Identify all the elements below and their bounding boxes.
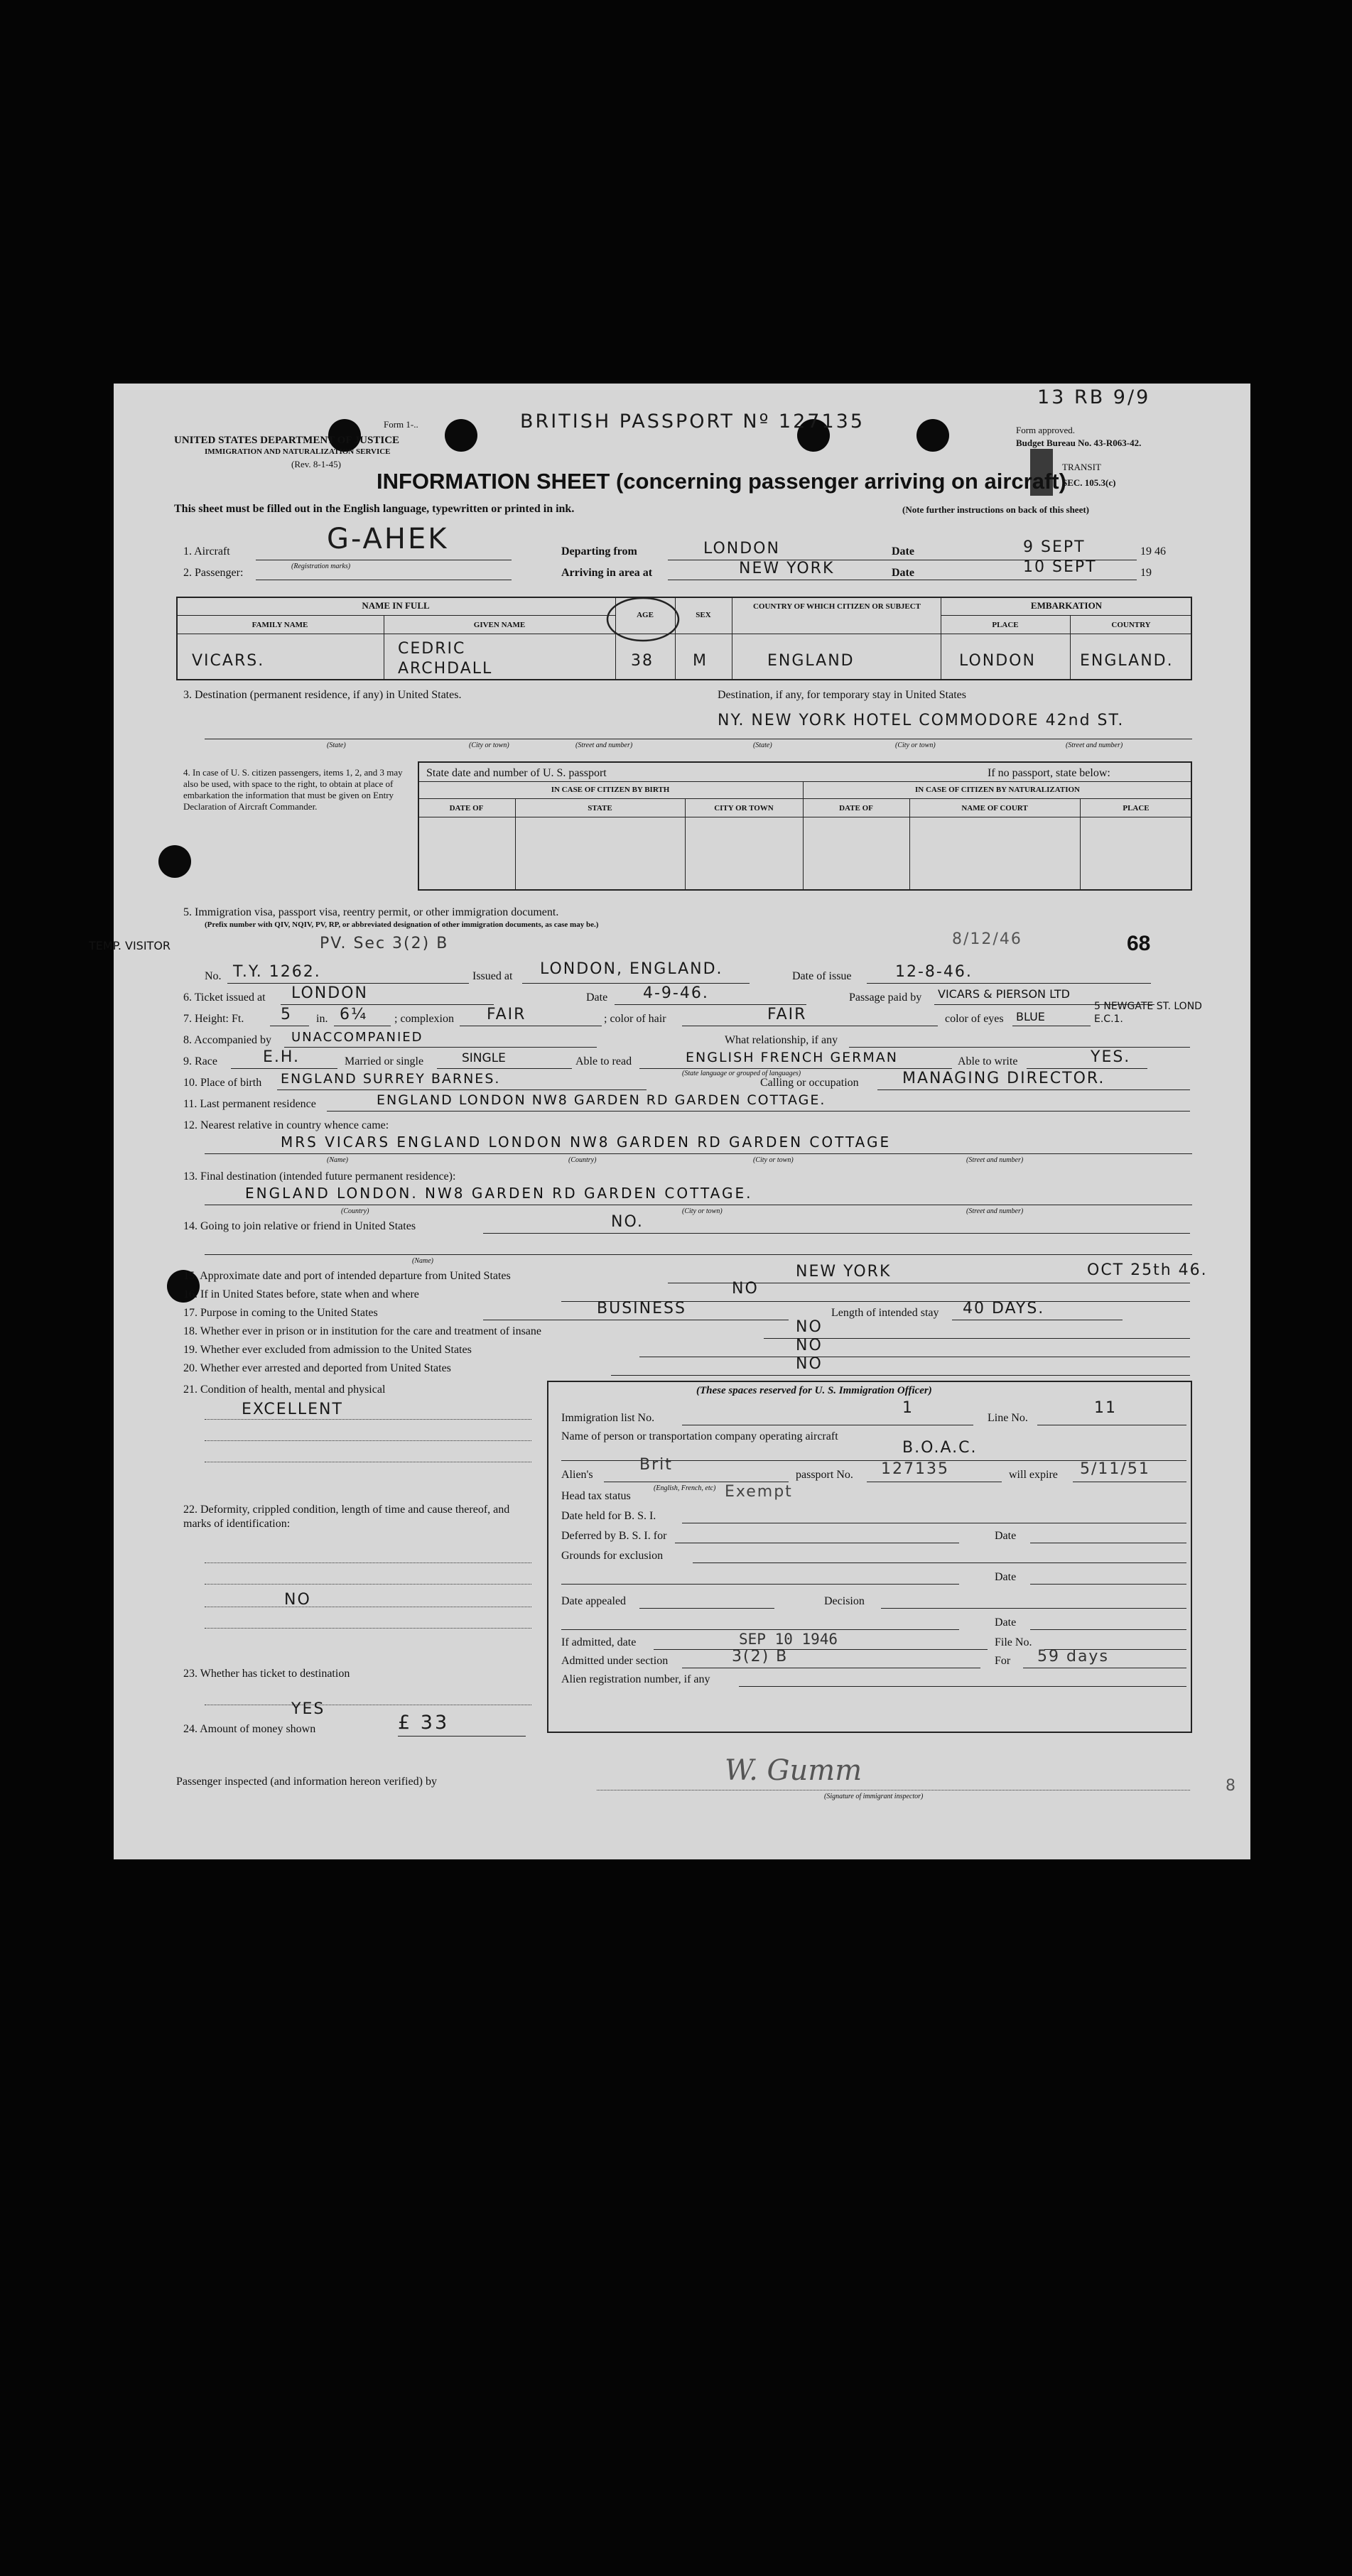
caption-state-2: (State) [753, 741, 772, 749]
money-shown-value: £ 33 [398, 1712, 450, 1734]
company-value: B.O.A.C. [902, 1439, 978, 1457]
item23-label: 23. Whether has ticket to destination [183, 1668, 350, 1680]
ticket-issued-value: LONDON [291, 984, 368, 1002]
caption-city-3: (City or town) [753, 1156, 794, 1164]
caption-country-2: (Country) [341, 1207, 369, 1215]
arriving-value: NEW YORK [739, 560, 835, 577]
item20-label: 20. Whether ever arrested and deported from United States [183, 1362, 451, 1374]
punch-hole [445, 419, 477, 452]
country-citizen-heading: COUNTRY OF WHICH CITIZEN OR SUBJECT [752, 602, 921, 611]
deported-value: NO [796, 1355, 823, 1373]
married-single-value: SINGLE [462, 1051, 506, 1065]
previous-visit-value: NO [732, 1280, 759, 1298]
place-of-birth-value: ENGLAND SURREY BARNES. [281, 1071, 501, 1087]
accompanied-by-value: UNACCOMPANIED [291, 1030, 423, 1045]
excluded-value: NO [796, 1337, 823, 1354]
exclusion-date-label: Date [995, 1571, 1017, 1583]
visa-date-note: 8/12/46 [952, 930, 1022, 948]
item17-label: 17. Purpose in coming to the United States [183, 1307, 378, 1319]
item9-label: 9. Race [183, 1055, 217, 1067]
caption-street: (Street and number) [575, 741, 633, 749]
item3-temporary-label: Destination, if any, for temporary stay in United States [718, 689, 966, 701]
birth-date-heading: DATE OF [449, 804, 484, 813]
citizenship-value: ENGLAND [767, 652, 855, 670]
health-value: EXCELLENT [242, 1401, 343, 1418]
caption-city: (City or town) [469, 741, 509, 749]
payer-address: 5 NEWGATE ST. LOND E.C.1. [1094, 1001, 1202, 1025]
inspected-by-label: Passenger inspected (and information hereon verified) by [176, 1776, 437, 1788]
aircraft-label: 1. Aircraft [183, 545, 230, 558]
embarkation-heading: EMBARKATION [1030, 600, 1103, 611]
age-value: 38 [631, 652, 654, 670]
item22-label: 22. Deformity, crippled condition, length of time and cause thereof, and marks of identification: [183, 1504, 510, 1530]
inches-label: in. [316, 1013, 328, 1025]
prison-value: NO [796, 1318, 823, 1336]
item4-label: 4. In case of U. S. citizen passengers, items 1, 2, and 3 may also be used, with space to the right, to obtain at place of embarkation the information that must be given on Entry Declaration of Aircraft Commander. [183, 767, 403, 812]
nearest-relative-value: MRS VICARS ENGLAND LONDON NW8 GARDEN RD GARDEN COTTAGE [281, 1134, 892, 1151]
departure-date-intended: OCT 25th 46. [1087, 1261, 1208, 1279]
sex-value: M [693, 652, 708, 670]
sex-heading: SEX [696, 611, 711, 619]
embarkation-place-value: LONDON [959, 652, 1036, 670]
item19-label: 19. Whether ever excluded from admission to the United States [183, 1344, 472, 1356]
languages-read-value: ENGLISH FRENCH GERMAN [686, 1050, 898, 1065]
list-number-value: 1 [902, 1399, 914, 1417]
item5-label: 5. Immigration visa, passport visa, reentry permit, or other immigration document. [183, 906, 559, 918]
deferred-date-label: Date [995, 1530, 1017, 1542]
complexion-label: ; complexion [394, 1013, 454, 1025]
date-appealed-label: Date appealed [561, 1595, 627, 1607]
eye-color-value: BLUE [1016, 1010, 1045, 1023]
passage-paid-label: Passage paid by [849, 991, 922, 1004]
birth-state-heading: STATE [588, 804, 612, 813]
birth-city-heading: CITY OR TOWN [714, 804, 774, 813]
able-to-write-value: YES. [1091, 1048, 1131, 1066]
line-number-label: Line No. [988, 1412, 1028, 1424]
issued-at-value: LONDON, ENGLAND. [540, 960, 723, 978]
race-value: E.H. [263, 1048, 301, 1066]
number-68: 68 [1127, 932, 1151, 955]
aircraft-caption: (Registration marks) [291, 563, 351, 570]
able-to-read-label: Able to read [575, 1055, 632, 1067]
passport-number-value: 127135 [881, 1460, 949, 1478]
departure-port-value: NEW YORK [796, 1263, 892, 1281]
place-heading: PLACE [992, 621, 1019, 629]
name-in-full-heading: NAME IN FULL [362, 600, 430, 611]
family-name-value: VICARS. [192, 652, 265, 670]
passport-number-label: passport No. [796, 1469, 853, 1481]
item21-label: 21. Condition of health, mental and physical [183, 1384, 386, 1396]
caption-street-3: (Street and number) [966, 1156, 1024, 1164]
passport-date-label: State date and number of U. S. passport [426, 767, 607, 779]
item12-label: 12. Nearest relative in country whence came: [183, 1119, 389, 1131]
further-instructions-note: (Note further instructions on back of this sheet) [902, 504, 1089, 515]
expire-value: 5/11/51 [1080, 1460, 1150, 1478]
head-tax-value: Exempt [725, 1483, 793, 1501]
temp-visitor-note: TEMP. VISITOR [89, 939, 171, 952]
departure-date-value: 9 SEPT [1023, 538, 1086, 556]
length-of-stay-label: Length of intended stay [831, 1307, 939, 1319]
information-sheet-document [89, 384, 1250, 1859]
item3-label: 3. Destination (permanent residence, if any) in United States. [183, 689, 462, 701]
by-naturalization-heading: IN CASE OF CITIZEN BY NATURALIZATION [915, 786, 1080, 794]
transit-stamp: TRANSIT [1062, 462, 1101, 472]
join-relative-value: NO. [611, 1213, 644, 1231]
form-number: Form 1-.. [384, 419, 418, 430]
admitted-date-stamp: SEP 10 1946 [739, 1631, 838, 1648]
temporary-destination-value: NY. NEW YORK HOTEL COMMODORE 42nd ST. [718, 712, 1125, 729]
ticket-date-label: Date [586, 991, 608, 1004]
nat-place-heading: PLACE [1123, 804, 1150, 813]
item14-label: 14. Going to join relative or friend in United States [183, 1220, 416, 1232]
item8-label: 8. Accompanied by [183, 1034, 271, 1046]
item13-label: 13. Final destination (intended future permanent residence): [183, 1170, 456, 1183]
expire-label: will expire [1009, 1469, 1058, 1481]
occupation-value: MANAGING DIRECTOR. [902, 1070, 1105, 1087]
visa-handwritten-class: PV. Sec 3(2) B [320, 935, 449, 952]
caption-country: (Country) [568, 1156, 597, 1164]
nat-date-heading: DATE OF [839, 804, 873, 813]
nationality-caption: (English, French, etc) [654, 1484, 716, 1492]
handwritten-passport-number: BRITISH PASSPORT Nº 127135 [520, 411, 865, 433]
caption-city-4: (City or town) [682, 1207, 723, 1215]
item18-label: 18. Whether ever in prison or in institution for the care and treatment of insane [183, 1325, 541, 1337]
budget-bureau: Budget Bureau No. 43-R063-42. [1016, 438, 1142, 448]
alien-registration-label: Alien registration number, if any [561, 1673, 710, 1685]
languages-caption: (State language or grouped of languages) [682, 1070, 801, 1077]
form-approved: Form approved. [1016, 425, 1076, 435]
section-value: 3(2) B [732, 1648, 789, 1665]
item5-prefix-note: (Prefix number with QIV, NQIV, PV, RP, or abbreviated designation of other immigration documents, as case may be.) [205, 920, 599, 929]
height-inches-value: 6¼ [340, 1006, 368, 1023]
doc-number-label: No. [205, 970, 222, 982]
admitted-date-label: If admitted, date [561, 1636, 637, 1648]
passage-paid-value: VICARS & PIERSON LTD [938, 987, 1070, 1001]
form-title: INFORMATION SHEET (concerning passenger arriving on aircraft) [377, 469, 1066, 494]
able-to-write-label: Able to write [958, 1055, 1018, 1067]
married-single-label: Married or single [345, 1055, 424, 1067]
embarkation-country-value: ENGLAND. [1080, 652, 1174, 670]
age-heading: AGE [637, 611, 654, 619]
departure-year: 19 46 [1140, 545, 1166, 558]
eye-color-label: color of eyes [945, 1013, 1004, 1025]
hair-color-value: FAIR [767, 1006, 807, 1023]
section-label: Admitted under section [561, 1655, 669, 1667]
item24-label: 24. Amount of money shown [183, 1723, 316, 1735]
length-of-stay-value: 40 DAYS. [963, 1300, 1045, 1317]
by-birth-heading: IN CASE OF CITIZEN BY BIRTH [551, 786, 670, 794]
deferred-label: Deferred by B. S. I. for [561, 1530, 667, 1542]
item15-label: 15. Approximate date and port of intended departure from United States [183, 1270, 511, 1282]
item11-label: 11. Last permanent residence [183, 1098, 316, 1110]
complexion-value: FAIR [487, 1006, 526, 1023]
inspector-signature: W. Gumm [725, 1754, 862, 1787]
service-name: IMMIGRATION AND NATURALIZATION SERVICE [205, 447, 391, 456]
arriving-label: Arriving in area at [561, 567, 653, 579]
date-of-issue-value: 12-8-46. [895, 963, 973, 981]
final-destination-value: ENGLAND LONDON. NW8 GARDEN RD GARDEN COTTAGE. [245, 1185, 753, 1202]
occupation-label: Calling or occupation [760, 1077, 859, 1089]
alien-nationality-value: Brit [639, 1456, 673, 1474]
caption-name-2: (Name) [412, 1257, 433, 1265]
corner-file-mark: 13 RB 9/9 [1037, 386, 1151, 408]
item16-label: 16. If in United States before, state when and where [183, 1288, 419, 1300]
date-held-label: Date held for B. S. I. [561, 1510, 656, 1522]
given-name-value: CEDRIC ARCHDALL [398, 640, 493, 678]
appeal-date-label: Date [995, 1616, 1017, 1629]
file-number-label: File No. [995, 1636, 1032, 1648]
ticket-date-value: 4-9-46. [643, 984, 709, 1002]
date-of-issue-label: Date of issue [792, 970, 852, 982]
date-label-2: Date [892, 567, 914, 579]
decision-label: Decision [824, 1595, 865, 1607]
aliens-label: Alien's [561, 1469, 593, 1481]
family-name-heading: FAMILY NAME [252, 621, 308, 629]
height-feet-value: 5 [281, 1006, 292, 1023]
line-number-value: 11 [1094, 1399, 1117, 1417]
company-label: Name of person or transportation company operating aircraft [561, 1430, 838, 1442]
section-stamp: SEC. 105.3(c) [1062, 477, 1116, 488]
given-name-heading: GIVEN NAME [473, 621, 526, 629]
margin-mark: 8 [1226, 1777, 1237, 1795]
caption-name: (Name) [327, 1156, 348, 1164]
list-number-label: Immigration list No. [561, 1412, 655, 1424]
item7-label: 7. Height: Ft. [183, 1013, 244, 1025]
ticket-to-destination-value: YES [291, 1700, 325, 1718]
relationship-label: What relationship, if any [725, 1034, 838, 1046]
caption-street-2: (Street and number) [1066, 741, 1123, 749]
arrival-year: 19 [1140, 567, 1152, 579]
no-passport-label: If no passport, state below: [988, 767, 1110, 779]
age-circle-mark [604, 594, 682, 643]
date-label: Date [892, 545, 914, 558]
aircraft-value: G-AHEK [327, 523, 449, 555]
arrival-date-value: 10 SEPT [1023, 558, 1097, 576]
item6-label: 6. Ticket issued at [183, 991, 266, 1004]
passenger-label: 2. Passenger: [183, 567, 244, 579]
admitted-for-value: 59 days [1037, 1648, 1109, 1665]
item10-label: 10. Place of birth [183, 1077, 262, 1089]
admitted-for-label: For [995, 1655, 1011, 1667]
caption-street-4: (Street and number) [966, 1207, 1024, 1215]
revision-date: (Rev. 8-1-45) [291, 459, 341, 469]
caption-state: (State) [327, 741, 346, 749]
agency-name: UNITED STATES DEPARTMENT OF JUSTICE [174, 435, 400, 446]
head-tax-label: Head tax status [561, 1490, 631, 1502]
doc-number-value: T.Y. 1262. [233, 963, 321, 981]
departing-label: Departing from [561, 545, 637, 558]
country-heading: COUNTRY [1111, 621, 1151, 629]
last-residence-value: ENGLAND LONDON NW8 GARDEN RD GARDEN COTTAGE. [377, 1092, 826, 1108]
caption-city-2: (City or town) [895, 741, 936, 749]
deformity-value: NO [284, 1591, 311, 1609]
hair-color-label: ; color of hair [604, 1013, 666, 1025]
punch-hole [916, 419, 949, 452]
purpose-value: BUSINESS [597, 1300, 686, 1317]
issued-at-label: Issued at [472, 970, 513, 982]
grounds-label: Grounds for exclusion [561, 1550, 664, 1562]
signature-caption: (Signature of immigrant inspector) [824, 1793, 924, 1800]
officer-box-heading: (These spaces reserved for U. S. Immigration Officer) [696, 1385, 932, 1396]
departing-value: LONDON [703, 540, 780, 558]
instruction-text: This sheet must be filled out in the English language, typewritten or printed in ink. [174, 503, 575, 515]
court-name-heading: NAME OF COURT [961, 804, 1028, 813]
punch-hole [158, 845, 191, 878]
